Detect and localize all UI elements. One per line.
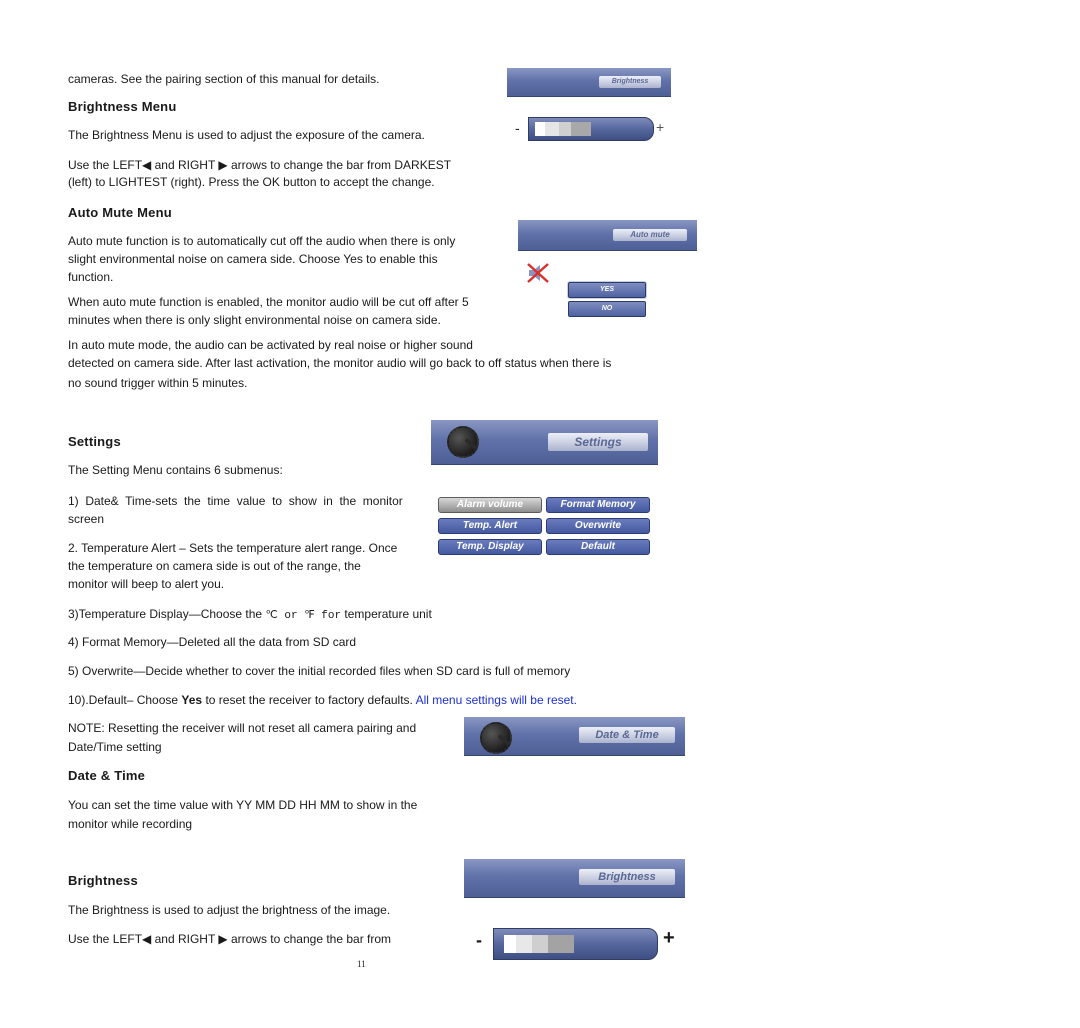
brightness-plus-sign-2: + bbox=[663, 927, 675, 949]
overwrite-button[interactable]: Overwrite bbox=[546, 518, 650, 534]
brightness-header-bar bbox=[464, 859, 685, 898]
alarm-volume-button[interactable]: Alarm volume bbox=[438, 497, 542, 513]
auto-mute-p3-l1: In auto mute mode, the audio can be activated by real noise or higher sound bbox=[68, 338, 473, 352]
default-button[interactable]: Default bbox=[546, 539, 650, 555]
temp-alert-button[interactable]: Temp. Alert bbox=[438, 518, 542, 534]
gear-icon bbox=[480, 722, 512, 754]
auto-mute-no-button[interactable]: NO bbox=[568, 301, 646, 317]
settings-intro: The Setting Menu contains 6 submenus: bbox=[68, 463, 283, 477]
brightness-menu-slider-fill bbox=[535, 122, 591, 136]
brightness-heading: Brightness bbox=[68, 873, 138, 888]
settings-heading: Settings bbox=[68, 434, 121, 449]
settings-item4: 4) Format Memory—Deleted all the data from SD card bbox=[68, 635, 357, 649]
date-time-p-l2: monitor while recording bbox=[68, 817, 193, 831]
brightness-slider-fill bbox=[504, 935, 574, 953]
settings-item2-l2: the temperature on camera side is out of the range, the bbox=[68, 559, 361, 573]
brightness-menu-instructions-1: Use the LEFT◀ and RIGHT ▶ arrows to change the bar from DARKEST bbox=[68, 158, 452, 172]
brightness-plus-sign: + bbox=[656, 119, 665, 135]
format-memory-button[interactable]: Format Memory bbox=[546, 497, 650, 513]
brightness-menu-text: The Brightness Menu is used to adjust the exposure of the camera. bbox=[68, 128, 425, 142]
date-time-p-l1: You can set the time value with YY MM DD HH MM to show in the bbox=[68, 798, 418, 812]
auto-mute-bar-label: Auto mute bbox=[613, 229, 687, 241]
brightness-menu-instructions-2: (left) to LIGHTEST (right). Press the OK button to accept the change. bbox=[68, 175, 435, 189]
settings-item5: 5) Overwrite—Decide whether to cover the initial recorded files when SD card is full of memory bbox=[68, 664, 571, 678]
page-number: 11 bbox=[357, 959, 366, 969]
date-time-heading: Date & Time bbox=[68, 768, 146, 783]
brightness-menu-bar-label: Brightness bbox=[599, 76, 661, 88]
settings-item3 bbox=[68, 606, 432, 625]
settings-item10-yes: Yes bbox=[181, 693, 203, 707]
brightness-minus-sign-2: - bbox=[476, 930, 482, 950]
brightness-menu-slider[interactable] bbox=[528, 117, 654, 141]
settings-note-l2: Date/Time setting bbox=[68, 740, 162, 754]
auto-mute-p1-l1: Auto mute function is to automatically cut off the audio when there is only bbox=[68, 234, 456, 248]
settings-bar-label: Settings bbox=[548, 433, 648, 451]
brightness-instructions: Use the LEFT◀ and RIGHT ▶ arrows to change the bar from bbox=[68, 932, 392, 946]
brightness-slider[interactable] bbox=[493, 928, 658, 960]
gear-icon bbox=[447, 426, 479, 458]
settings-item1-l1: 1) Date& Time-sets the time value to show in the monitor bbox=[68, 494, 403, 508]
settings-header-bar bbox=[431, 420, 658, 465]
auto-mute-heading: Auto Mute Menu bbox=[68, 205, 172, 220]
settings-note-l1: NOTE: Resetting the receiver will not reset all camera pairing and bbox=[68, 721, 417, 735]
brightness-menu-header-bar bbox=[507, 68, 671, 97]
settings-item10-a: 10).Default– Choose bbox=[68, 693, 182, 707]
settings-item10 bbox=[68, 692, 577, 709]
speaker-muted-icon bbox=[526, 261, 550, 285]
auto-mute-p1-l2: slight environmental noise on camera side. Choose Yes to enable this bbox=[68, 252, 438, 266]
brightness-text: The Brightness is used to adjust the brightness of the image. bbox=[68, 903, 391, 917]
brightness-minus-sign: - bbox=[515, 120, 520, 136]
date-time-bar-label: Date & Time bbox=[579, 727, 675, 743]
settings-item2-l3: monitor will beep to alert you. bbox=[68, 577, 225, 591]
auto-mute-p3-l2: detected on camera side. After last activation, the monitor audio will go back to off status when there is bbox=[68, 356, 612, 370]
intro-line: cameras. See the pairing section of this manual for details. bbox=[68, 72, 380, 86]
brightness-menu-heading: Brightness Menu bbox=[68, 99, 177, 114]
auto-mute-p1-l3: function. bbox=[68, 270, 114, 284]
settings-item3-units: ℃ or ℉ for bbox=[265, 610, 342, 622]
settings-item2-l1: 2. Temperature Alert – Sets the temperature alert range. Once bbox=[68, 541, 398, 555]
temp-display-button[interactable]: Temp. Display bbox=[438, 539, 542, 555]
settings-item3-c: temperature unit bbox=[341, 607, 432, 621]
auto-mute-p2-l1: When auto mute function is enabled, the monitor audio will be cut off after 5 bbox=[68, 295, 469, 309]
auto-mute-p2-l2: minutes when there is only slight environmental noise on camera side. bbox=[68, 313, 441, 327]
brightness-bar-label: Brightness bbox=[579, 869, 675, 885]
settings-item3-a: 3)Temperature Display—Choose the bbox=[68, 607, 266, 621]
settings-item10-b: to reset the receiver to factory defaults. bbox=[202, 693, 416, 707]
settings-item1-l2: screen bbox=[68, 512, 105, 526]
settings-item10-blue: All menu settings will be reset. bbox=[415, 693, 577, 707]
auto-mute-p3-l3: no sound trigger within 5 minutes. bbox=[68, 376, 248, 390]
date-time-header-bar bbox=[464, 717, 685, 756]
auto-mute-header-bar bbox=[518, 220, 697, 251]
auto-mute-yes-button[interactable]: YES bbox=[568, 282, 646, 298]
